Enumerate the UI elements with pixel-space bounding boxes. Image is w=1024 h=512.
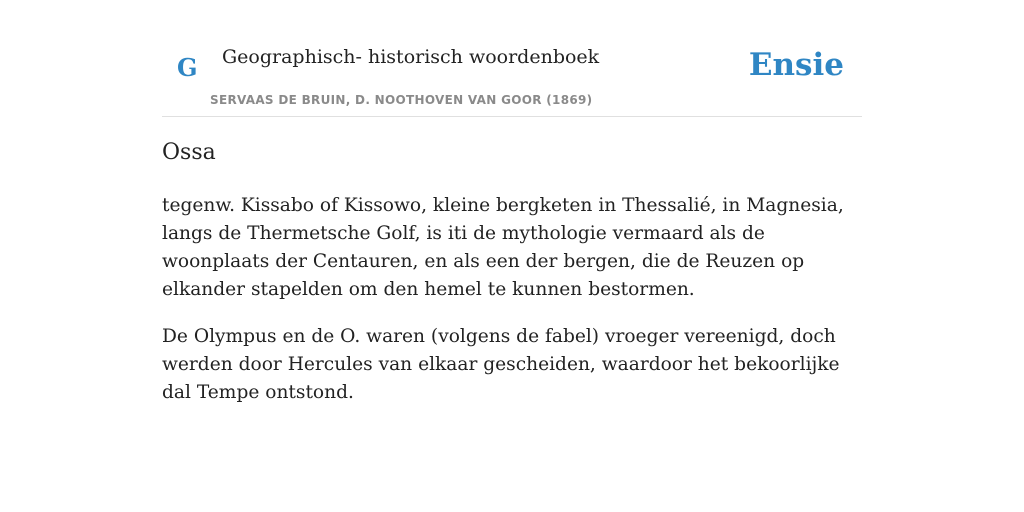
dictionary-title-link[interactable]: Geographisch- historisch woordenboek xyxy=(222,46,600,68)
entry-paragraph: tegenw. Kissabo of Kissowo, kleine bergketen in Thessalié, in Magnesia, langs de Thermetsche Golf, is iti de mythologie vermaard als de woonplaats der Centauren, en als een der bergen, die de Reuzen op elkander stapelden om den hemel te kunnen bestormen. xyxy=(162,195,844,300)
entry-body xyxy=(162,192,862,426)
dictionary-authors: SERVAAS DE BRUIN, D. NOOTHOVEN VAN GOOR (1869) xyxy=(210,93,593,107)
dictionary-letter-icon[interactable]: G xyxy=(177,53,198,82)
entry-title: Ossa xyxy=(162,140,216,165)
page-container xyxy=(162,0,862,403)
entry-paragraph: De Olympus en de O. waren (volgens de fabel) vroeger vereenigd, doch werden door Hercules van elkaar gescheiden, waardoor het bekoorlijke dal Tempe ontstond. xyxy=(162,326,840,403)
dictionary-header xyxy=(162,0,862,117)
ensie-logo-link[interactable]: Ensie xyxy=(748,47,844,83)
